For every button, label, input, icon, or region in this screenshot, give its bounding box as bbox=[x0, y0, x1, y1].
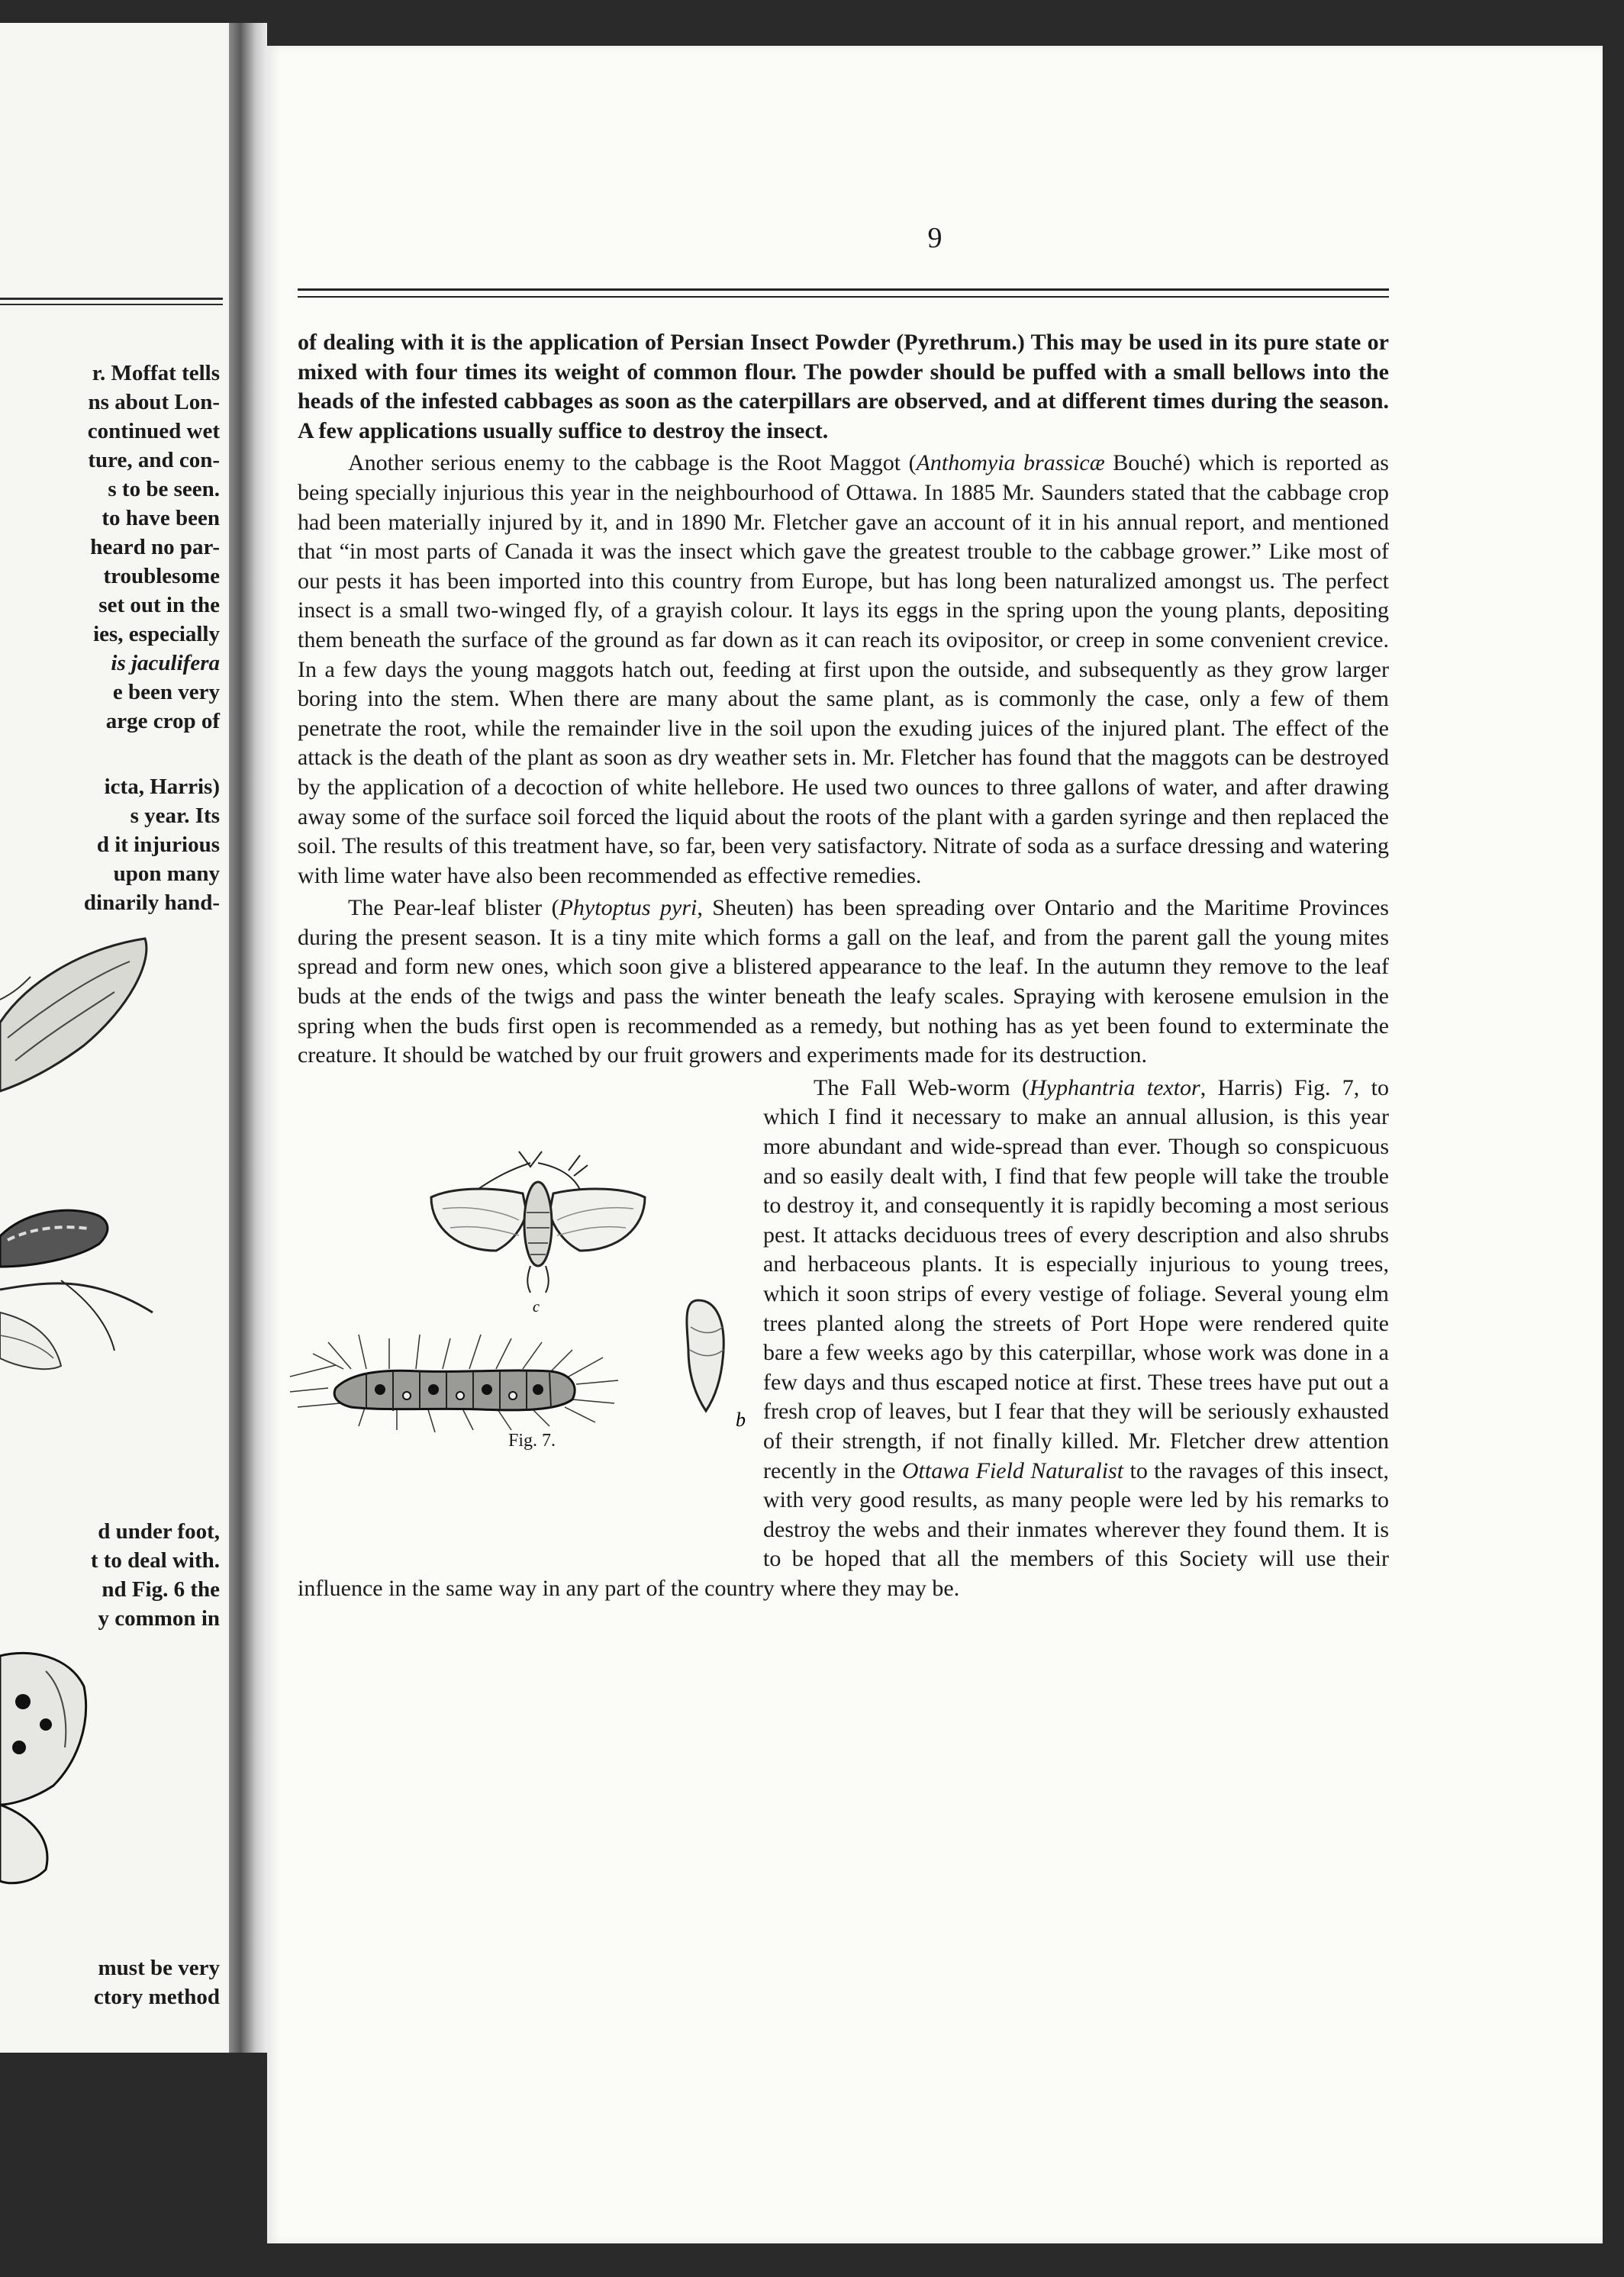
left-line: icta, Harris) bbox=[104, 775, 220, 799]
species-name: Anthomyia brassicæ bbox=[916, 450, 1105, 476]
left-line: heard no par- bbox=[90, 535, 220, 559]
left-line: continued wet bbox=[87, 419, 220, 443]
page-number: 9 bbox=[927, 222, 942, 254]
paragraph-pear-leaf-blister bbox=[298, 894, 1389, 1071]
moth-illustration bbox=[431, 1151, 645, 1316]
text-run: , Harris) Fig. 7, to which I find it necessary to make an annual allusion, is this year more abundant and wide-spread than ever. Though so conspicuous and so easily dealt with, I find that few people will take the trouble to destroy it, and consequently it is rapidly becoming a most serious pest. It attacks deciduous trees of every description and also shrubs and herbaceous plants. It is especially injurious to young trees, which it soon strips of every vestige of foliage. Several young elm trees planted along the streets of Port Hope were rendered quite bare a few weeks ago by this caterpillar, whose work was done in a few days and thus escaped notice at first. These trees have put out a fresh crop of leaves, but I fear that they will be seriously exhausted of their strength, if not finally killed. Mr. Fletcher drew attention recently in the bbox=[763, 1074, 1389, 1483]
fig-7-float bbox=[267, 1106, 756, 1547]
left-facing-page bbox=[0, 23, 229, 2053]
left-line: set out in the bbox=[98, 593, 220, 617]
left-line: troublesome bbox=[103, 564, 220, 588]
left-line: y common in bbox=[98, 1606, 220, 1631]
left-line: ns about Lon- bbox=[88, 390, 220, 414]
left-line: s to be seen. bbox=[108, 477, 220, 501]
left-line: nd Fig. 6 the bbox=[102, 1577, 220, 1602]
header-rule-thick bbox=[298, 288, 1389, 291]
left-line: t to deal with. bbox=[90, 1548, 220, 1573]
paragraph-fall-web-worm bbox=[298, 1074, 1389, 1604]
text-run: to the ravages of this insect, with very good results, as many people were led by his remarks to destroy the webs and their inmates wherever they found them. It is to be hoped that all the members of this Society will use their influence in the same way in any part of the country where they may be. bbox=[298, 1457, 1389, 1601]
left-line: s year. Its bbox=[130, 804, 220, 828]
pupa-illustration bbox=[687, 1300, 746, 1431]
left-line: is jaculifera bbox=[111, 651, 220, 675]
left-line: to have been bbox=[102, 506, 220, 530]
book-gutter bbox=[229, 23, 267, 2053]
left-line: r. Moffat tells bbox=[92, 361, 220, 385]
page-9 bbox=[267, 46, 1603, 2243]
journal-title: Ottawa Field Naturalist bbox=[901, 1457, 1124, 1483]
left-line: e been very bbox=[112, 680, 220, 704]
species-name: Hyphantria textor bbox=[1030, 1074, 1200, 1100]
left-line: ture, and con- bbox=[88, 448, 220, 472]
text-run: The Pear-leaf blister ( bbox=[348, 895, 559, 921]
moth-wing-illustration bbox=[0, 931, 229, 1114]
left-line: ies, especially bbox=[93, 622, 220, 646]
text-run: Another serious enemy to the cabbage is the Root Maggot ( bbox=[348, 450, 917, 476]
caterpillar-twig-illustration bbox=[0, 1190, 229, 1389]
text-run: The Fall Web-worm ( bbox=[814, 1074, 1030, 1100]
left-line: upon many bbox=[113, 862, 220, 886]
header-rule-thin bbox=[298, 296, 1389, 298]
caterpillar-illustration bbox=[290, 1335, 618, 1432]
paragraph-root-maggot bbox=[298, 449, 1389, 891]
left-line: ctory method bbox=[93, 1985, 220, 2009]
left-line: d under foot, bbox=[98, 1519, 220, 1544]
species-name: Phytoptus pyri bbox=[559, 895, 698, 921]
text-run: , Sheuten) has been spreading over Ontario and the Maritime Provinces during the present season. It is a tiny mite which forms a gall on the leaf, and from the parent gall the young mites spread and form new ones, which soon give a blistered appearance to the leaf. In the autumn they remove to the leaf buds at the ends of the twigs and pass the winter beneath the leafy scales. Spraying with kerosene emulsion in the spring when the buds first open is recommended as a remedy, but nothing has as yet been found to exterminate the creature. It should be watched by our fruit growers and experiments made for its destruction. bbox=[298, 895, 1389, 1068]
fig-label-b: b bbox=[736, 1408, 746, 1431]
fig-7-illustration bbox=[267, 1106, 756, 1547]
left-line: arge crop of bbox=[105, 709, 220, 733]
butterfly-illustration bbox=[0, 1641, 229, 1900]
figure-caption: Fig. 7. bbox=[508, 1430, 556, 1451]
left-line: d it injurious bbox=[96, 833, 220, 857]
text-run: Bouché) which is reported as being specially injurious this year in the neighbourhood of Ottawa. In 1885 Mr. Saunders stated that the cabbage crop had been materially injured by it, and in 1890 Mr. Fletcher gave an account of it in his annual report, and mentioned that “in most parts of Canada it was the insect which gave the greatest trouble to the cabbage grower.” Like most of our pests it has been imported into this country from Europe, but has long been naturalized amongst us. The perfect insect is a small two-winged fly, of a grayish colour. It lays its eggs in the spring upon the young plants, depositing them beneath the surface of the ground as far down as it can reach its ovipositor, or creep in some convenient crevice. In a few days the young maggots hatch out, feeding at first upon the outside, and subsequently as they grow larger boring into the stem. When there are many about the same plant, as is commonly the case, only a few of them penetrate the root, while the remainder live in the soil upon the exuding juices of the injured plant. The effect of the attack is the death of the plant as soon as dry weather sets in. Mr. Fletcher has found that the maggots can be destroyed by the application of a decoction of white hellebore. He used two ounces to three gallons of water, and after drawing away some of the surface soil forced the liquid about the roots of the plant with a garden syringe and then replaced the soil. The results of this treatment have, so far, been very satisfactory. Nitrate of soda as a surface dressing and watering with lime water have also been recommended as effective remedies. bbox=[298, 450, 1389, 888]
left-line: must be very bbox=[98, 1956, 220, 1980]
fig-label-c: c bbox=[533, 1298, 540, 1316]
left-page-rule bbox=[0, 298, 223, 300]
paragraph-pyrethrum: of dealing with it is the application of Persian Insect Powder (Pyrethrum.) This may be used in its pure state or mixed with four times its weight of common flour. The powder should be puffed with a small bellows into the heads of the infested cabbages as soon as the caterpillars are observed, and at different times during the season. A few applications usually suffice to destroy the insect. bbox=[298, 330, 1389, 443]
left-page-rule-thin bbox=[0, 304, 223, 305]
article-body bbox=[298, 328, 1389, 1604]
left-line: dinarily hand- bbox=[83, 891, 220, 915]
